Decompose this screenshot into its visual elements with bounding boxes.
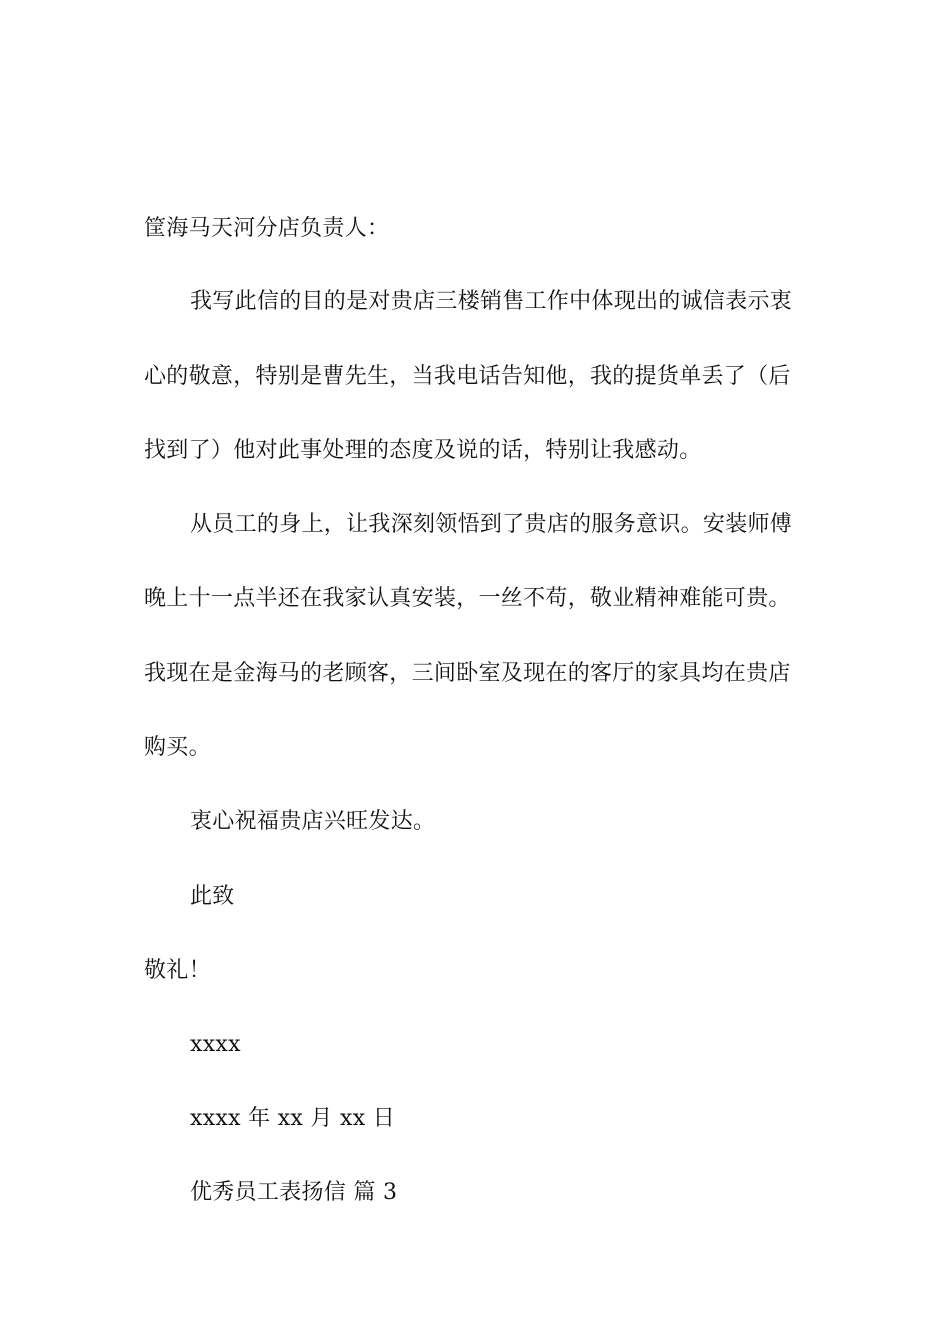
salutation: 筐海马天河分店负责人： bbox=[144, 216, 390, 241]
signature: xxxx bbox=[190, 1032, 241, 1057]
paragraph-2-line-4: 购买。 bbox=[144, 735, 211, 760]
paragraph-1-line-1: 我写此信的目的是对贵店三楼销售工作中体现出的诚信表示衷 bbox=[190, 289, 793, 314]
closing-regards: 此致 bbox=[190, 884, 235, 909]
paragraph-2-line-2: 晚上十一点半还在我家认真安装，一丝不苟，敬业精神难能可贵。 bbox=[144, 586, 791, 611]
closing-salute: 敬礼！ bbox=[144, 958, 211, 983]
paragraph-2-line-3: 我现在是金海马的老顾客，三间卧室及现在的客厅的家具均在贵店 bbox=[144, 661, 791, 686]
paragraph-1-line-3: 找到了）他对此事处理的态度及说的话，特别让我感动。 bbox=[144, 438, 702, 463]
paragraph-2-line-1: 从员工的身上，让我深刻领悟到了贵店的服务意识。安装师傅 bbox=[190, 512, 793, 537]
paragraph-3: 衷心祝福贵店兴旺发达。 bbox=[190, 809, 436, 834]
date: xxxx 年 xx 月 xx 日 bbox=[190, 1106, 396, 1131]
next-section-heading: 优秀员工表扬信 篇 3 bbox=[190, 1180, 398, 1205]
paragraph-1-line-2: 心的敬意，特别是曹先生，当我电话告知他，我的提货单丢了（后 bbox=[144, 364, 791, 389]
